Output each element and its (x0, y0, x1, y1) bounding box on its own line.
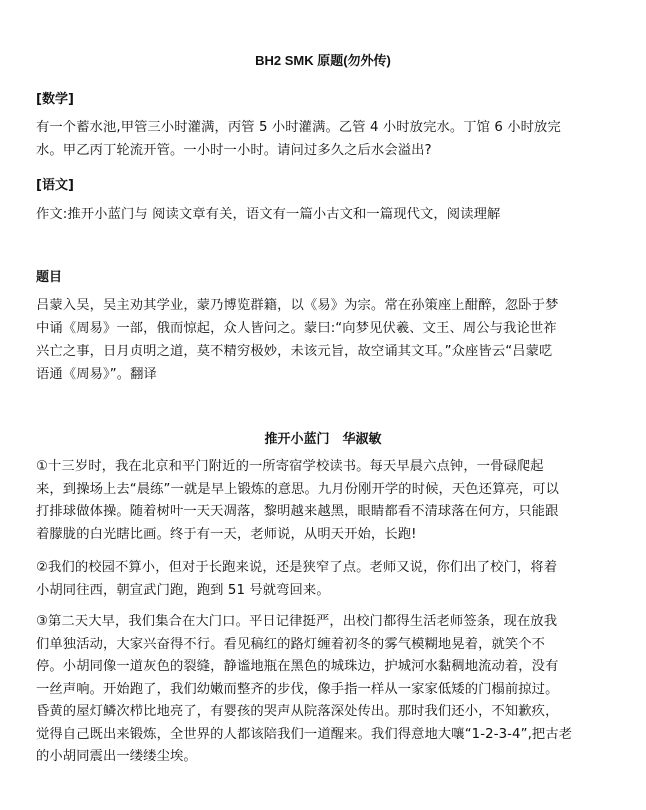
math-heading: [数学] (36, 92, 74, 107)
text-line: 来，到操场上去“晨练”一就是早上锻炼的意思。九月份刚开学的时候，天色还算亮，可以 (36, 481, 560, 497)
chinese-paragraph (36, 203, 616, 226)
question-paragraph (36, 294, 616, 386)
chinese-heading: [语文] (36, 178, 74, 193)
text-line: 有一个蓄水池,甲管三小时灌满，丙管 5 小时灌满。乙管 4 小时放完水。丁馆 6 小时放完 (36, 120, 561, 135)
text-line: 打排球做体操。随着树叶一天天凋落，黎明越来越黑，眼睛都看不清球落在何方，只能跟 (36, 504, 559, 519)
article-paragraph-3 (36, 611, 616, 769)
text-line: 水。甲乙丙丁轮流开管。一小时一小时。请问过多久之后水会溢出? (36, 143, 432, 158)
article-paragraph-2 (36, 557, 616, 602)
text-line: ①十三岁时，我在北京和平门附近的一所寄宿学校读书。每天早晨六点钟，一骨碌爬起 (36, 459, 544, 474)
text-line: 们单独活动，大家兴奋得不行。看见稿红的路灯缠着初冬的雾气模糊地晃着，就笑个不 (36, 636, 546, 652)
math-paragraph (36, 116, 616, 162)
text-line: ③第二天大早，我们集合在大门口。平日记律挺严，出校门都得生活老师签条，现在放我 (36, 614, 558, 629)
article-title: 推开小蓝门 华淑敏 (264, 432, 382, 447)
text-line: 小胡同往西，朝宣武门跑，跑到 51 号就弯回来。 (36, 582, 330, 598)
document-title: BH2 SMK 原题(勿外传) (255, 53, 391, 68)
text-line: 作文:推开小蓝门与 阅读文章有关，语文有一篇小古文和一篇现代文，阅读理解 (36, 207, 501, 222)
text-line: 觉得自己既出来锻炼，全世界的人都该陪我们一道醒来。我们得意地大嚷“1-2-3-4”,把古老 (36, 726, 573, 742)
text-line: 昏黄的屋灯鳞次栉比地亮了，有婴孩的哭声从院落深处传出。那时我们还小，不知歉疚， (36, 704, 559, 719)
text-line: 着朦胧的白光瞎比画。终于有一天，老师说，从明天开始，长跑! (36, 526, 417, 542)
text-line: 的小胡同震出一缕缕尘埃。 (36, 749, 197, 764)
text-line: 中诵《周易》一部，俄而惊起，众人皆问之。蒙曰:“向梦见伏羲、文王、周公与我论世祚 (36, 321, 557, 336)
text-line: 兴亡之事，日月贞明之道，莫不精穷极妙，未该元旨，故空诵其文耳。”众座皆云“吕蒙呓 (36, 344, 553, 359)
text-line: ②我们的校园不算小，但对于长跑来说，还是狭窄了点。老师又说，你们出了校门，将着 (36, 560, 558, 575)
text-line: 语通《周易》”。翻译 (36, 367, 157, 382)
question-heading: 题目 (36, 270, 63, 285)
text-line: 一丝声响。开始跑了，我们幼嫩而整齐的步伐，像手指一样从一家家低矮的门榻前掠过。 (36, 681, 559, 697)
text-line: 吕蒙入吴，吴主劝其学业，蒙乃博览群籍，以《易》为宗。常在孙策座上酣醉，忽卧于梦 (36, 298, 559, 313)
article-paragraph-1 (36, 456, 616, 546)
text-line: 停。小胡同像一道灰色的裂缝，静谧地瓶在黑色的城珠边，护城河水黏稠地流动着，没有 (36, 659, 559, 674)
